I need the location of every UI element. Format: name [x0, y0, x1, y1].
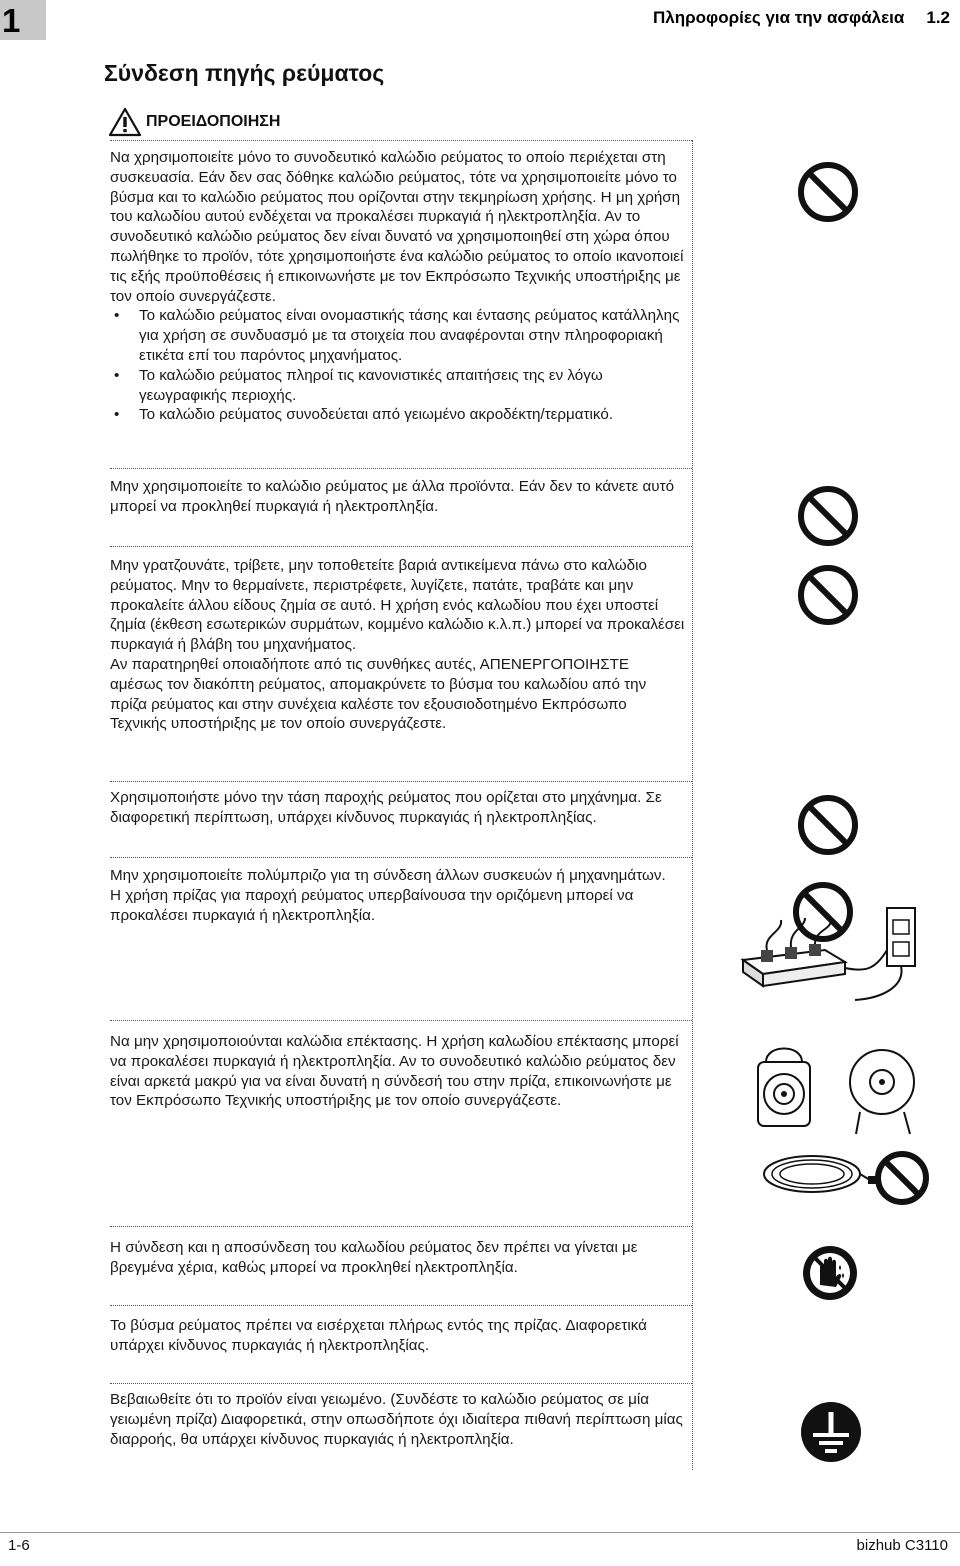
warning-triangle-icon	[108, 107, 142, 137]
list-item: • Το καλώδιο ρεύματος συνοδεύεται από γειωμένο ακροδέκτη/τερματικό.	[110, 405, 686, 425]
divider	[110, 857, 692, 858]
warning-item-multi-plug	[110, 866, 686, 925]
warning-item-voltage	[110, 788, 686, 828]
requirements-list	[110, 306, 686, 425]
no-wet-hands-icon	[800, 1243, 860, 1303]
divider	[110, 1383, 692, 1384]
warning-heading	[108, 106, 280, 138]
divider	[110, 1305, 692, 1306]
paragraph: Χρησιμοποιήστε μόνο την τάση παροχής ρεύματος που ορίζεται στο μηχάνημα. Σε διαφορετική περίπτωση, υπάρχει κίνδυνος πυρκαγιάς ή ηλεκτροπληξίας.	[110, 789, 662, 826]
section-title: Σύνδεση πηγής ρεύματος	[104, 60, 385, 86]
column-divider	[692, 140, 693, 1470]
footer-divider	[0, 1532, 960, 1533]
ground-icon	[799, 1400, 863, 1464]
paragraph: Η σύνδεση και η αποσύνδεση του καλωδίου ρεύματος δεν πρέπει να γίνεται με βρεγμένα χέρια, καθώς μπορεί να προκληθεί ηλεκτροπληξία.	[110, 1239, 638, 1276]
prohibition-icon	[796, 484, 860, 548]
warning-item-grounding	[110, 1390, 686, 1449]
product-name: bizhub C3110	[856, 1537, 948, 1554]
warning-item-plug-insertion	[110, 1316, 686, 1356]
power-strip-illustration	[735, 880, 925, 1010]
paragraph: Βεβαιωθείτε ότι το προϊόν είναι γειωμένο. (Συνδέστε το καλώδιο ρεύματος σε μία γειωμένη πρίζα) Διαφορετικά, στην οπωσδήποτε όχι ιδιαίτερα πιθανή περίπτωση μίας διαρροής, θα υπάρχει κίνδυνος πυρκαγιάς ή ηλεκτροπληξία.	[110, 1391, 683, 1448]
warning-item-other-products	[110, 477, 686, 517]
divider	[110, 468, 692, 469]
prohibition-icon	[796, 563, 860, 627]
list-item: • Το καλώδιο ρεύματος είναι ονομαστικής τάσης και έντασης ρεύματος κατάλληλης για χρήση σε συνδυασμό με τα στοιχεία που αναφέρονται στην πληροφοριακή ετικέτα επί του παρόντος μηχανήματος.	[110, 306, 686, 365]
prohibition-icon	[796, 793, 860, 857]
prohibition-icon	[796, 160, 860, 224]
divider	[110, 546, 692, 547]
paragraph: Η χρήση πρίζας για παροχή ρεύματος υπερβαίνουσα την οριζόμενη μπορεί να προκαλέσει πυρκαγιά ή ηλεκτροπληξία.	[110, 886, 634, 924]
divider	[110, 1226, 692, 1227]
warning-item-power-cord	[110, 148, 686, 425]
header-title: Πληροφορίες για την ασφάλεια	[653, 8, 905, 27]
warning-item-extension-cord	[110, 1032, 686, 1111]
paragraph: Το βύσμα ρεύματος πρέπει να εισέρχεται πλήρως εντός της πρίζας. Διαφορετικά υπάρχει κίνδυνος πυρκαγιάς ή ηλεκτροπληξίας.	[110, 1317, 647, 1354]
chapter-number: 1	[2, 2, 21, 39]
paragraph: Να μην χρησιμοποιούνται καλώδια επέκτασης. Η χρήση καλωδίου επέκτασης μπορεί να προκαλέσει πυρκαγιά ή ηλεκτροπληξία. Αν το συνοδευτικό καλώδιο ρεύματος δεν είναι αρκετά μακρύ για να είναι δυνατή η σύνδεσή του στην πρίζα, επικοινωνήστε με τον Εκπρόσωπο Τεχνικής υποστήριξης με τον οποίο συνεργάζεστε.	[110, 1033, 679, 1110]
page-number: 1-6	[8, 1537, 30, 1554]
header-section-number: 1.2	[926, 8, 950, 27]
paragraph: Αν παρατηρηθεί οποιαδήποτε από τις συνθήκες αυτές, ΑΠΕΝΕΡΓΟΠΟΙΗΣΤΕ αμέσως τον διακόπτη ρεύματος, απομακρύνετε το βύσμα του καλωδίου από την πρίζα ρεύματος και στην συνέχεια καλέστε τον εξουσιοδοτημένο Εκπρόσωπο Τεχνικής υποστήριξης με τον οποίο συνεργάζεστε.	[110, 655, 647, 733]
warning-item-wet-hands	[110, 1238, 686, 1278]
paragraph: Να χρησιμοποιείτε μόνο το συνοδευτικό καλώδιο ρεύματος το οποίο περιέχεται στη συσκευασία. Εάν δεν σας δόθηκε καλώδιο ρεύματος, τότε να χρησιμοποιείτε μόνο το βύσμα και το καλώδιο ρεύματος που ορίζονται στην τεκμηρίωση χρήσης. Η μη χρήση του καλωδίου αυτού ενδέχεται να προκαλέσει πυρκαγιά ή ηλεκτροπληξία. Αν το συνοδευτικό καλώδιο ρεύματος δεν είναι δυνατό να χρησιμοποιηθεί στη χώρα όπου πωλήθηκε το προϊόν, τότε χρησιμοποιήστε ένα καλώδιο ρεύματος το οποίο ικανοποιεί τις εξής προϋποθέσεις ή επικοινωνήστε με τον Εκπρόσωπο Τεχνικής υποστήριξης με τον οποίο συνεργάζεστε.	[110, 149, 684, 305]
warning-item-cord-damage	[110, 556, 686, 734]
divider	[110, 1020, 692, 1021]
paragraph: Μην χρησιμοποιείτε το καλώδιο ρεύματος με άλλα προϊόντα. Εάν δεν το κάνετε αυτό μπορεί να προκληθεί πυρκαγιά ή ηλεκτροπληξία.	[110, 478, 675, 515]
divider	[110, 781, 692, 782]
extension-cord-illustration	[752, 1040, 930, 1208]
paragraph: Μην γρατζουνάτε, τρίβετε, μην τοποθετείτε βαριά αντικείμενα πάνω στο καλώδιο ρεύματος. Μην το θερμαίνετε, περιστρέφετε, λυγίζετε, πατάτε, τραβάτε και μην προκαλείτε άλλου είδους ζημία σε αυτό. Η χρήση ενός καλωδίου που έχει υποστεί ζημία (έκθεση εσωτερικών συρμάτων, κομμένο καλώδιο κ.λ.π.) μπορεί να προκαλέσει πυρκαγιά ή βλάβη του μηχανήματος.	[110, 557, 685, 654]
list-item: • Το καλώδιο ρεύματος πληροί τις κανονιστικές απαιτήσεις της εν λόγω γεωγραφικής περιοχής.	[110, 366, 686, 406]
paragraph: Μην χρησιμοποιείτε πολύμπριζο για τη σύνδεση άλλων συσκευών ή μηχανημάτων.	[110, 867, 666, 884]
divider	[110, 140, 692, 141]
running-header	[653, 8, 950, 28]
warning-label: ΠΡΟΕΙΔΟΠΟΙΗΣΗ	[146, 113, 281, 130]
